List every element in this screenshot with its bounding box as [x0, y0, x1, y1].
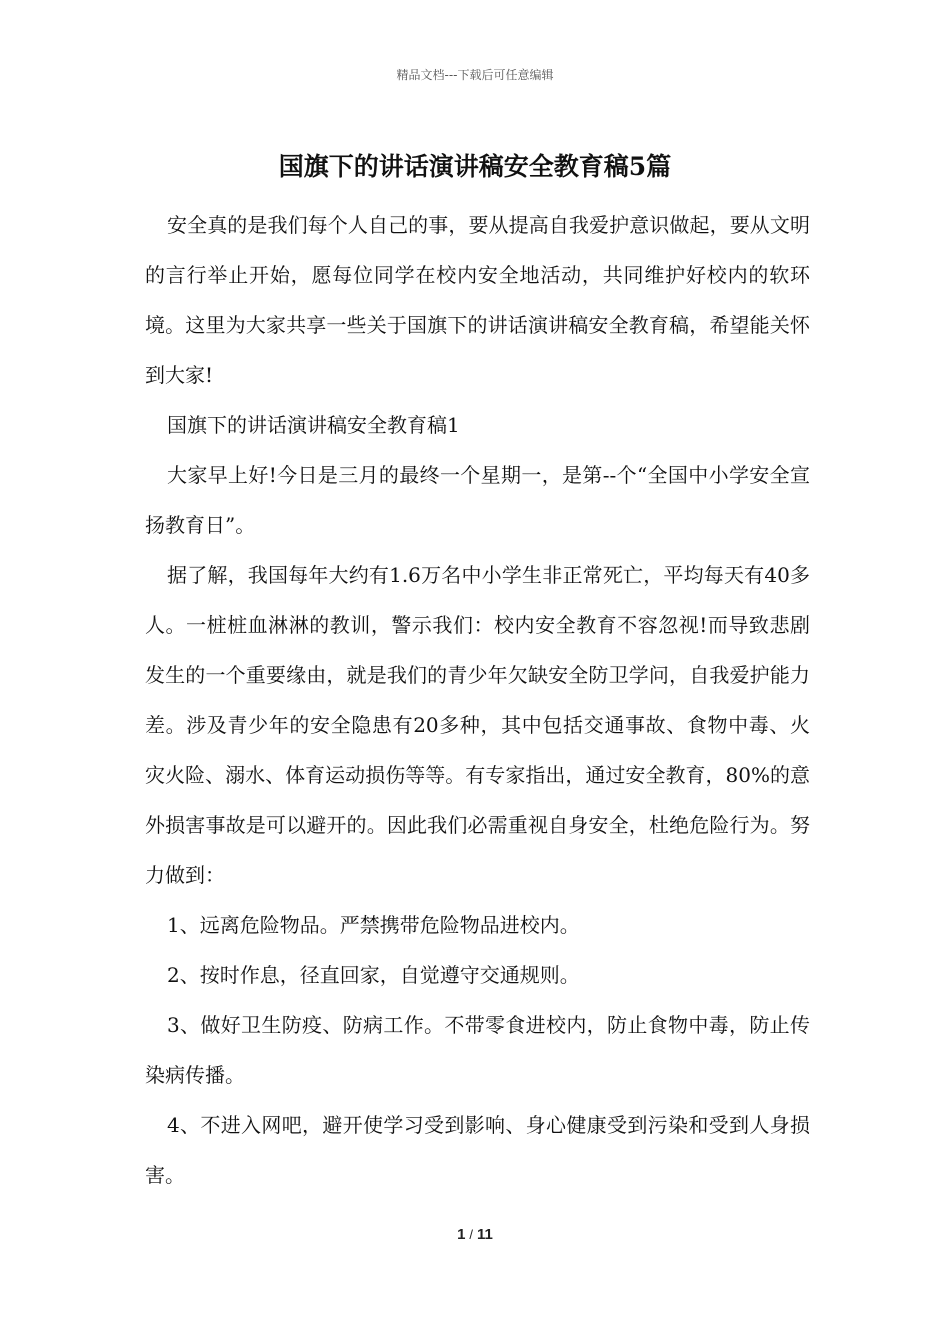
total-pages: 11 — [477, 1226, 493, 1243]
list-item-1: 1、远离危险物品。严禁携带危险物品进校内。 — [167, 913, 580, 937]
document-body — [145, 200, 810, 1200]
greeting-paragraph: 大家早上好!今日是三月的最终一个星期一，是第--个“全国中小学安全宣扬教育日”。 — [145, 463, 810, 537]
document-title: 国旗下的讲话演讲稿安全教育稿5篇 — [278, 152, 672, 181]
intro-paragraph: 安全真的是我们每个人自己的事，要从提高自我爱护意识做起，要从文明的言行举止开始，愿每位同学在校内安全地活动，共同维护好校内的软环境。这里为大家共享一些关于国旗下的讲话演讲稿安全教育稿，希望能关怀到大家! — [145, 213, 810, 387]
list-item-4: 4、不进入网吧，避开使学习受到影响、身心健康受到污染和受到人身损害。 — [145, 1113, 810, 1187]
page-separator: / — [469, 1227, 474, 1242]
page-header: 精品文档---下载后可任意编辑 — [396, 68, 554, 82]
list-item-3: 3、做好卫生防疫、防病工作。不带零食进校内，防止食物中毒，防止传染病传播。 — [145, 1013, 810, 1087]
list-item-2: 2、按时作息，径直回家，自觉遵守交通规则。 — [167, 963, 580, 987]
section-heading: 国旗下的讲话演讲稿安全教育稿1 — [167, 413, 460, 437]
statistics-paragraph: 据了解，我国每年大约有1.6万名中小学生非正常死亡，平均每天有40多人。一桩桩血淋淋的教训，警示我们：校内安全教育不容忽视!而导致悲剧发生的一个重要缘由，就是我们的青少年欠缺安全防卫学问，自我爱护能力差。涉及青少年的安全隐患有20多种，其中包括交通事故、食物中毒、火灾火险、溺水、体育运动损伤等等。有专家指出，通过安全教育，80%的意外损害事故是可以避开的。因此我们必需重视自身安全，杜绝危险行为。努力做到： — [145, 563, 810, 887]
page-number — [0, 1226, 950, 1243]
current-page: 1 — [457, 1226, 466, 1243]
